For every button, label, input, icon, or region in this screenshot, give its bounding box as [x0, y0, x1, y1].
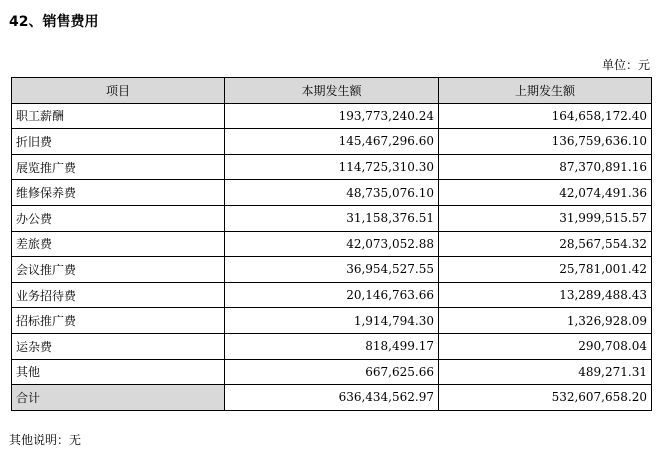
section-title: 42、销售费用 [9, 14, 99, 30]
unit-label: 单位：元 [601, 58, 650, 72]
column-header-current-period: 本期发生额 [225, 78, 439, 104]
column-header-item: 项目 [12, 78, 225, 104]
table-row [12, 103, 652, 129]
item-cell: 运杂费 [12, 333, 225, 359]
table-header-row [12, 78, 652, 104]
item-cell: 办公费 [12, 205, 225, 231]
item-cell: 业务招待费 [12, 282, 225, 308]
item-cell: 折旧费 [12, 129, 225, 155]
table-row [12, 180, 652, 206]
total-prior-amount-cell: 532,607,658.20 [439, 385, 652, 411]
prior-amount-cell: 489,271.31 [439, 359, 652, 385]
prior-amount-cell: 136,759,636.10 [439, 129, 652, 155]
item-cell: 差旅费 [12, 231, 225, 257]
prior-amount-cell: 290,708.04 [439, 333, 652, 359]
table-row [12, 359, 652, 385]
prior-amount-cell: 42,074,491.36 [439, 180, 652, 206]
table-row [12, 129, 652, 155]
current-amount-cell: 145,467,296.60 [225, 129, 439, 155]
table-row [12, 154, 652, 180]
current-amount-cell: 114,725,310.30 [225, 154, 439, 180]
table-row [12, 231, 652, 257]
prior-amount-cell: 13,289,488.43 [439, 282, 652, 308]
current-amount-cell: 36,954,527.55 [225, 257, 439, 283]
total-current-amount-cell: 636,434,562.97 [225, 385, 439, 411]
current-amount-cell: 31,158,376.51 [225, 205, 439, 231]
current-amount-cell: 42,073,052.88 [225, 231, 439, 257]
total-label-cell: 合计 [12, 385, 225, 411]
item-cell: 展览推广费 [12, 154, 225, 180]
item-cell: 其他 [12, 359, 225, 385]
current-amount-cell: 667,625.66 [225, 359, 439, 385]
table-row [12, 333, 652, 359]
current-amount-cell: 818,499.17 [225, 333, 439, 359]
selling-expenses-table [11, 77, 652, 411]
current-amount-cell: 193,773,240.24 [225, 103, 439, 129]
other-notes: 其他说明：无 [9, 433, 82, 447]
table-row [12, 257, 652, 283]
prior-amount-cell: 25,781,001.42 [439, 257, 652, 283]
item-cell: 会议推广费 [12, 257, 225, 283]
table-row [12, 205, 652, 231]
prior-amount-cell: 1,326,928.09 [439, 308, 652, 334]
item-cell: 职工薪酬 [12, 103, 225, 129]
prior-amount-cell: 87,370,891.16 [439, 154, 652, 180]
prior-amount-cell: 164,658,172.40 [439, 103, 652, 129]
item-cell: 招标推广费 [12, 308, 225, 334]
item-cell: 维修保养费 [12, 180, 225, 206]
current-amount-cell: 1,914,794.30 [225, 308, 439, 334]
table-row [12, 282, 652, 308]
prior-amount-cell: 31,999,515.57 [439, 205, 652, 231]
total-row [12, 385, 652, 411]
prior-amount-cell: 28,567,554.32 [439, 231, 652, 257]
column-header-prior-period: 上期发生额 [439, 78, 652, 104]
current-amount-cell: 20,146,763.66 [225, 282, 439, 308]
table-row [12, 308, 652, 334]
current-amount-cell: 48,735,076.10 [225, 180, 439, 206]
